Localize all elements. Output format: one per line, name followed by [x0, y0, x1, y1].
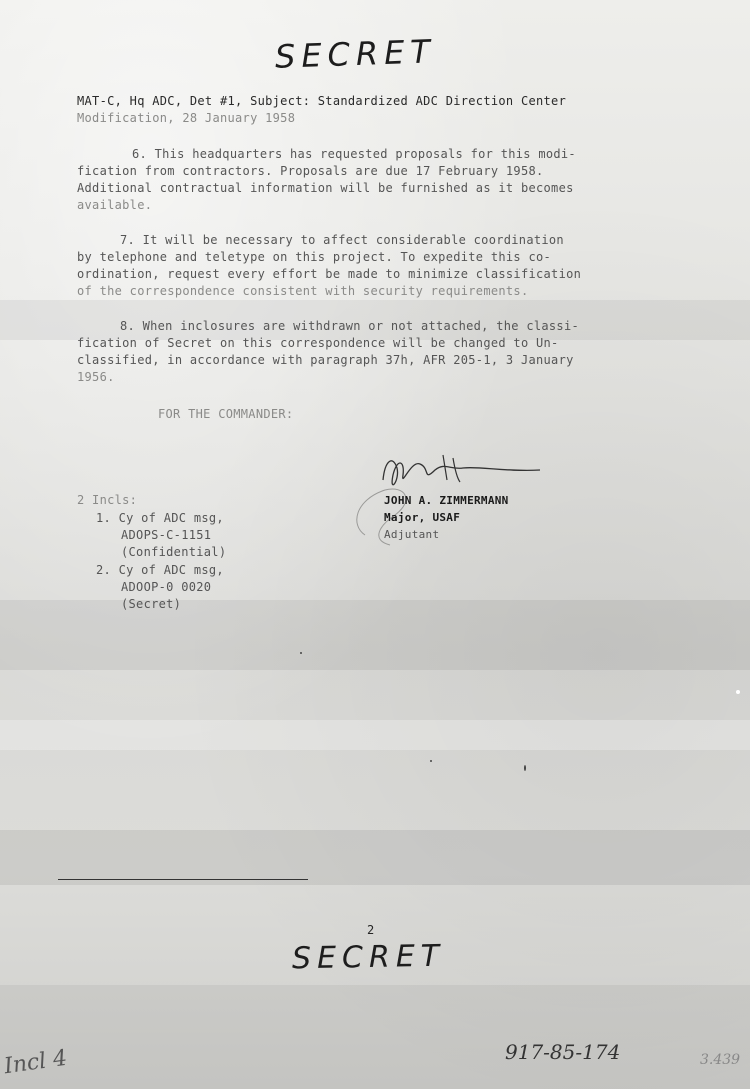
closing-line: FOR THE COMMANDER: [158, 407, 294, 421]
paragraph-line: 8. When inclosures are withdrawn or not attached, the classi- [120, 319, 580, 333]
scan-streak [0, 830, 750, 885]
scan-speck [430, 760, 432, 762]
inclosure-heading: 2 Incls: [77, 493, 138, 507]
paragraph-line: Additional contractual information will be furnished as it becomes [77, 181, 574, 195]
inclosure-item: ADOOP-0 0020 [121, 580, 212, 594]
inclosure-item: 1. Cy of ADC msg, [96, 511, 224, 525]
inclosure-item: (Confidential) [121, 545, 227, 559]
subject-line-2: Modification, 28 January 1958 [77, 111, 296, 125]
paragraph-line: ordination, request every effort be made to minimize classification [77, 267, 582, 281]
subject-line-1: MAT-C, Hq ADC, Det #1, Subject: Standardized ADC Direction Center [77, 94, 567, 108]
file-number: 917-85-174 [505, 1040, 621, 1064]
signatory-name: JOHN A. ZIMMERMANN [384, 494, 509, 507]
paragraph-line: fication from contractors. Proposals are due 17 February 1958. [77, 164, 544, 178]
classification-top: SECRET [274, 32, 437, 76]
paragraph-line: of the correspondence consistent with security requirements. [77, 284, 529, 298]
paragraph-line: 1956. [77, 370, 115, 384]
paragraph-line: available. [77, 198, 153, 212]
paragraph-line: by telephone and teletype on this project. To expedite this co- [77, 250, 552, 264]
scan-speck [736, 690, 740, 694]
page-number: 2 [367, 923, 375, 937]
inclosure-item: (Secret) [121, 597, 182, 611]
scan-speck [300, 652, 302, 654]
paragraph-line: 7. It will be necessary to affect considerable coordination [120, 233, 564, 247]
classification-bottom: SECRET [291, 938, 446, 977]
corner-mark-left: Incl 4 [2, 1045, 69, 1080]
paragraph-line: fication of Secret on this correspondence will be changed to Un- [77, 336, 559, 350]
scan-streak [0, 720, 750, 750]
scan-streak [0, 985, 750, 1089]
signatory-rank: Major, USAF [384, 511, 461, 524]
footer-rule [58, 879, 308, 880]
scan-streak [0, 600, 750, 670]
paragraph-line: 6. This headquarters has requested proposals for this modi- [132, 147, 576, 161]
inclosure-item: 2. Cy of ADC msg, [96, 563, 224, 577]
signatory-title: Adjutant [384, 528, 440, 541]
scan-speck [524, 765, 526, 771]
inclosure-item: ADOPS-C-1151 [121, 528, 212, 542]
corner-mark-right: 3.439 [700, 1052, 741, 1068]
paragraph-line: classified, in accordance with paragraph 37h, AFR 205-1, 3 January [77, 353, 574, 367]
